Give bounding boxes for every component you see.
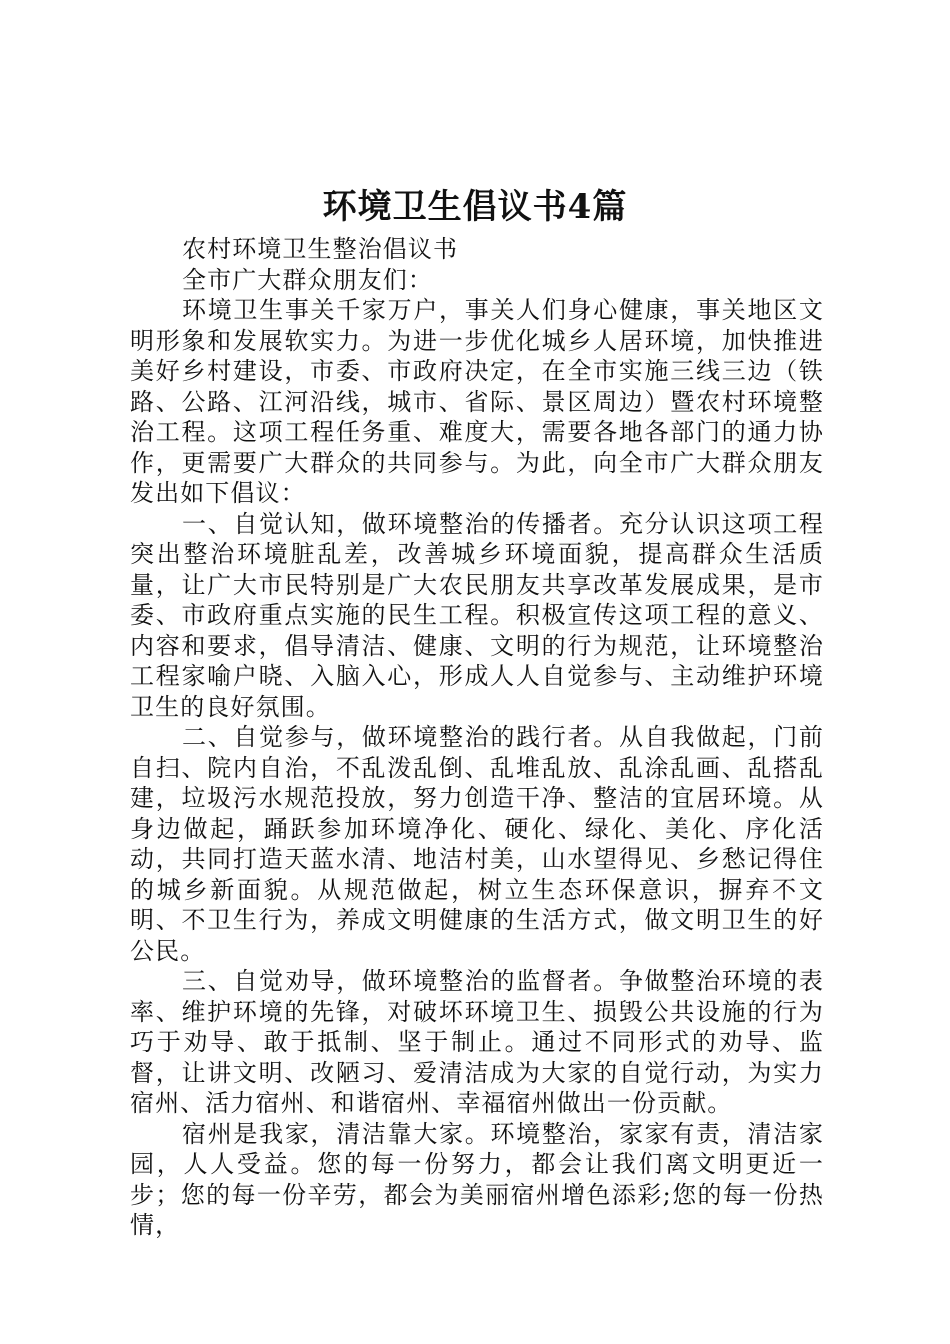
closing-paragraph: 宿州是我家，清洁靠大家。环境整治，家家有责，清洁家园，人人受益。您的每一份努力，都会让我们离文明更近一步；您的每一份辛劳，都会为美丽宿州增色添彩;您的每一份热情， bbox=[130, 1119, 824, 1239]
document-title: 环境卫生倡议书4篇 bbox=[322, 187, 628, 227]
salutation-paragraph: 全市广大群众朋友们： bbox=[182, 265, 433, 294]
proposal-three-paragraph: 三、自觉劝导，做环境整治的监督者。争做整治环境的表率、维护环境的先锋，对破坏环境卫生、损毁公共设施的行为巧于劝导、敢于抵制、坚于制止。通过不同形式的劝导、监督，让讲文明、改陋习、爱清洁成为大家的自觉行动，为实力宿州、活力宿州、和谐宿州、幸福宿州做出一份贡献。 bbox=[130, 967, 824, 1117]
proposal-one-paragraph: 一、自觉认知，做环境整治的传播者。充分认识这项工程突出整治环境脏乱差，改善城乡环境面貌，提高群众生活质量，让广大市民特别是广大农民朋友共享改革发展成果，是市委、市政府重点实施的民生工程。积极宣传这项工程的意义、内容和要求，倡导清洁、健康、文明的行为规范，让环境整治工程家喻户晓、入脑入心，形成人人自觉参与、主动维护环境卫生的良好氛围。 bbox=[130, 509, 824, 721]
intro-paragraph: 环境卫生事关千家万户，事关人们身心健康，事关地区文明形象和发展软实力。为进一步优化城乡人居环境，加快推进美好乡村建设，市委、市政府决定，在全市实施三线三边（铁路、公路、江河沿线，城市、省际、景区周边）暨农村环境整治工程。这项工程任务重、难度大，需要各地各部门的通力协作，更需要广大群众的共同参与。为此，向全市广大群众朋友发出如下倡议： bbox=[130, 296, 824, 507]
document-body bbox=[130, 234, 824, 1241]
subtitle-paragraph: 农村环境卫生整治倡议书 bbox=[182, 235, 459, 263]
proposal-two-paragraph: 二、自觉参与，做环境整治的践行者。从自我做起，门前自扫、院内自治，不乱泼乱倒、乱堆乱放、乱涂乱画、乱搭乱建，垃圾污水规范投放，努力创造干净、整洁的宜居环境。从身边做起，踊跃参加环境净化、硬化、绿化、美化、序化活动，共同打造天蓝水清、地洁村美，山水望得见、乡愁记得住的城乡新面貌。从规范做起，树立生态环保意识，摒弃不文明、不卫生行为，养成文明健康的生活方式，做文明卫生的好公民。 bbox=[130, 723, 824, 965]
